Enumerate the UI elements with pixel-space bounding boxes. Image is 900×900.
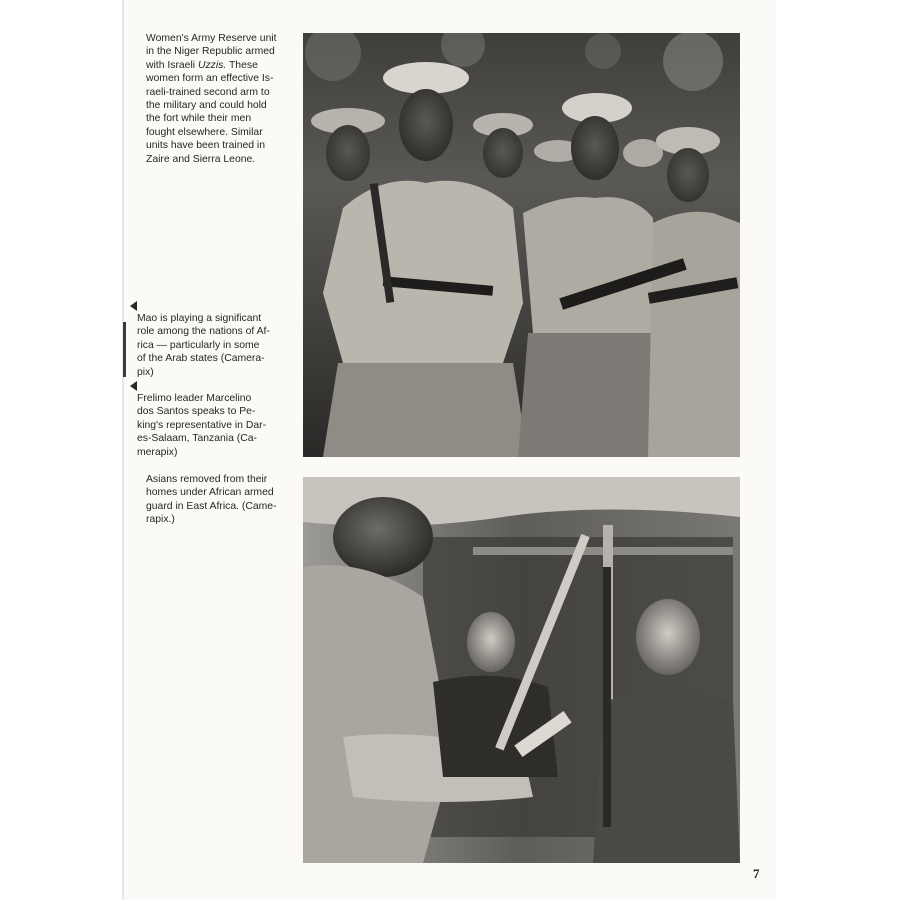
- caption-army-reserve-text-1: Women's Army Reserve unit in the Niger Republic armed with Israeli: [146, 33, 277, 71]
- photo-womens-army-reserve-image: [303, 33, 740, 457]
- margin-mark: [123, 322, 126, 377]
- left-triangle-icon: [130, 381, 137, 391]
- caption-frelimo: Frelimo leader Marcelino dos Santos speaks to Pe- king's representative in Dar- es-Salaam, Tanzania (Ca- merapix): [137, 393, 267, 458]
- caption-army-reserve-text-2: These women form an effective Is- raeli-trained second arm to the military and could hold the fort while their men fought elsewhere. Similar units have been trained in Zaire and Sierra Leone.: [146, 59, 274, 165]
- caption-asians: Asians removed from their homes under African armed guard in East Africa. (Came- rapix.): [146, 474, 277, 526]
- left-triangle-icon: [130, 301, 137, 311]
- caption-mao: Mao is playing a significant role among the nations of Af- rica — particularly in some of the Arab states (Camera- pix): [137, 313, 270, 378]
- caption-army-reserve: [146, 32, 296, 166]
- page-number: 7: [753, 866, 760, 881]
- photo-asians-armed-guard: [303, 477, 740, 863]
- photo-asians-armed-guard-image: [303, 477, 740, 863]
- caption-army-reserve-emphasis: Uzzis.: [197, 59, 227, 71]
- photo-womens-army-reserve: [303, 33, 740, 457]
